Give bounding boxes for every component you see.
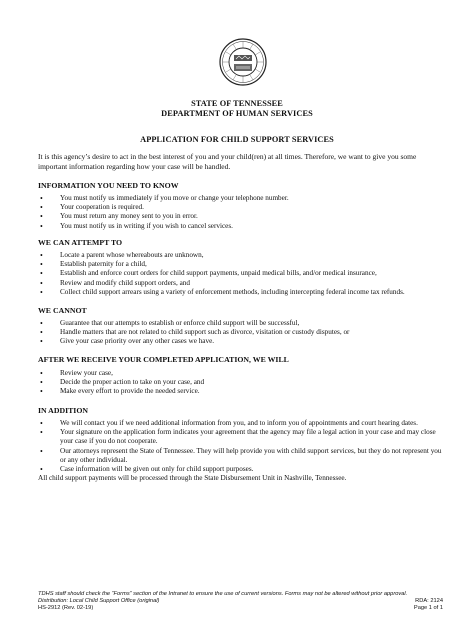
list-item: • Make every effort to provide the needed service. [38,387,448,396]
after-list [38,369,448,397]
footer-row-form [38,605,443,612]
intro-paragraph: It is this agency’s desire to act in the best interest of you and your child(ren) at all times. Therefore, we want to give you some important information regarding how your case will be handled. [38,152,417,171]
footer-note: TDHS staff should check the “Forms” section of the Intranet to ensure the use of current versions. Forms may not be altered without prior approval. [38,591,408,597]
list-item: • Handle matters that are not related to child support such as divorce, visitation or custody disputes, or [38,328,448,337]
cannot-list [38,319,448,347]
list-item: • Give your case priority over any other cases we have. [38,337,448,346]
section-heading-addition: IN ADDITION [38,406,89,415]
list-item: • Your cooperation is required. [38,203,448,212]
list-item: • Review and modify child support orders, and [38,279,448,288]
information-list [38,194,448,231]
footer-row-distribution [38,598,443,605]
list-item: • Establish paternity for a child, [38,260,448,269]
state-seal-logo [219,38,267,86]
section-heading-cannot: WE CANNOT [38,306,87,315]
attempt-list [38,251,448,297]
list-item: • We will contact you if we need additional information from you, and to inform you of appointments and court hearing dates. [38,419,448,428]
final-note: All child support payments will be processed through the State Disbursement Unit in Nashville, Tennessee. [38,474,347,483]
list-item: • Your signature on the application form indicates your agreement that the agency may file a legal action in your case and may close your case if you do not cooperate. [38,428,448,446]
addition-list [38,419,448,483]
list-item: • Collect child support arrears using a variety of enforcement methods, including intercepting federal income tax refunds. [38,288,448,297]
list-item: • Locate a parent whose whereabouts are unknown, [38,251,448,260]
state-name: STATE OF TENNESSEE [191,99,283,108]
list-item: • Our attorneys represent the State of Tennessee. They will help provide you with child support services, but they do not represent you or any other individual. [38,447,448,465]
list-item: • Case information will be given out only for child support purposes. [38,465,448,474]
list-item: • Guarantee that our attempts to establish or enforce child support will be successful, [38,319,448,328]
section-heading-information: INFORMATION YOU NEED TO KNOW [38,181,179,190]
section-heading-after: AFTER WE RECEIVE YOUR COMPLETED APPLICATION, WE WILL [38,355,289,364]
page-number: Page 1 of 1 [413,605,443,611]
distribution-text: Distribution: Local Child Support Office (original) [38,598,160,604]
list-item: • Establish and enforce court orders for child support payments, unpaid medical bills, and/or medical insurance, [38,269,448,278]
footer [38,591,443,612]
form-id: HS-2912 (Rev. 02-19) [38,605,94,611]
department-name: DEPARTMENT OF HUMAN SERVICES [161,109,313,118]
list-item: • You must notify us in writing if you wish to cancel services. [38,222,448,231]
form-title: APPLICATION FOR CHILD SUPPORT SERVICES [140,135,334,144]
list-item: • You must notify us immediately if you move or change your telephone number. [38,194,448,203]
list-item: • Review your case, [38,369,448,378]
rda-number: RDA: 2124 [415,598,443,604]
list-item: • Decide the proper action to take on your case, and [38,378,448,387]
list-item: • You must return any money sent to you in error. [38,212,448,221]
section-heading-attempt: WE CAN ATTEMPT TO [38,238,123,247]
